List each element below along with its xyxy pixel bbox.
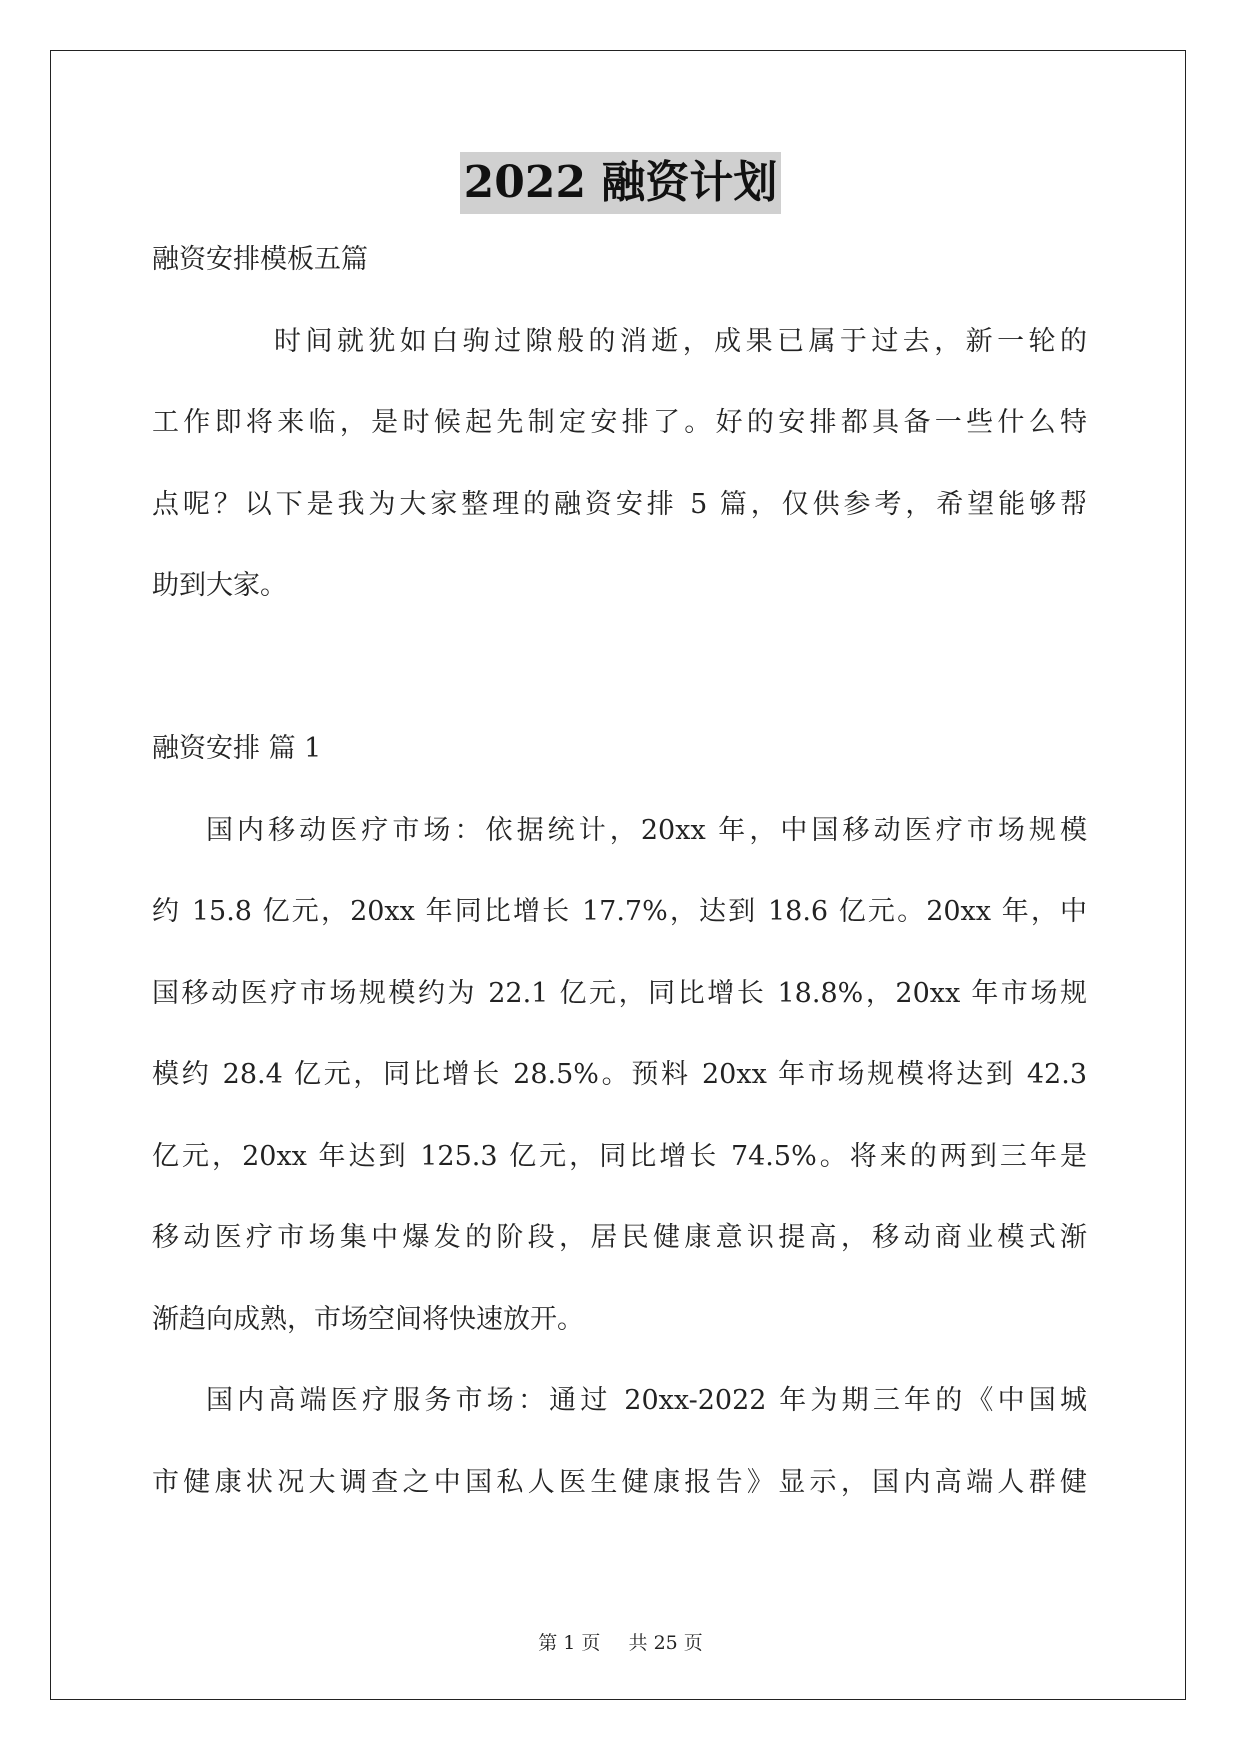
page-footer [0, 1628, 1241, 1655]
paragraph-line: 市健康状况大调查之中国私人医生健康报告》显示，国内高端人群健 [152, 1466, 1087, 1498]
paragraph-gap [152, 646, 1087, 728]
paragraph-line: 渐趋向成熟，市场空间将快速放开。 [152, 1303, 584, 1335]
page-number: 第 1 页 [538, 1632, 601, 1654]
intro-line: 工作即将来临，是时候起先制定安排了。好的安排都具备一些什么特 [152, 407, 1087, 438]
paragraph-line: 模约 28.4 亿元，同比增长 28.5%。预料 20xx 年市场规模将达到 42.3 [152, 1059, 1087, 1090]
page-total: 共 25 页 [628, 1632, 703, 1654]
intro-line: 助到大家。 [152, 570, 287, 601]
paragraph-line: 移动医疗市场集中爆发的阶段，居民健康意识提高，移动商业模式渐 [152, 1222, 1087, 1253]
intro-line: 时间就犹如白驹过隙般的消逝，成果已属于过去，新一轮的 [274, 325, 1087, 357]
paragraph-line: 亿元，20xx 年达到 125.3 亿元，同比增长 74.5%。将来的两到三年是 [152, 1140, 1087, 1172]
intro-line: 点呢？以下是我为大家整理的融资安排 5 篇，仅供参考，希望能够帮 [152, 488, 1087, 520]
document-subtitle: 融资安排模板五篇 [152, 244, 368, 275]
document-body [152, 238, 1087, 1542]
title-container [0, 152, 1241, 214]
paragraph-line: 国内高端医疗服务市场：通过 20xx-2022 年为期三年的《中国城 [206, 1385, 1087, 1416]
paragraph-line: 国移动医疗市场规模约为 22.1 亿元，同比增长 18.8%，20xx 年市场规 [152, 977, 1087, 1009]
paragraph-line: 约 15.8 亿元，20xx 年同比增长 17.7%，达到 18.6 亿元。20xx 年，中 [152, 896, 1087, 927]
document-title: 2022 融资计划 [460, 152, 782, 214]
paragraph-line: 国内移动医疗市场：依据统计，20xx 年，中国移动医疗市场规模 [206, 814, 1087, 846]
section-heading: 融资安排 篇 1 [152, 733, 322, 764]
